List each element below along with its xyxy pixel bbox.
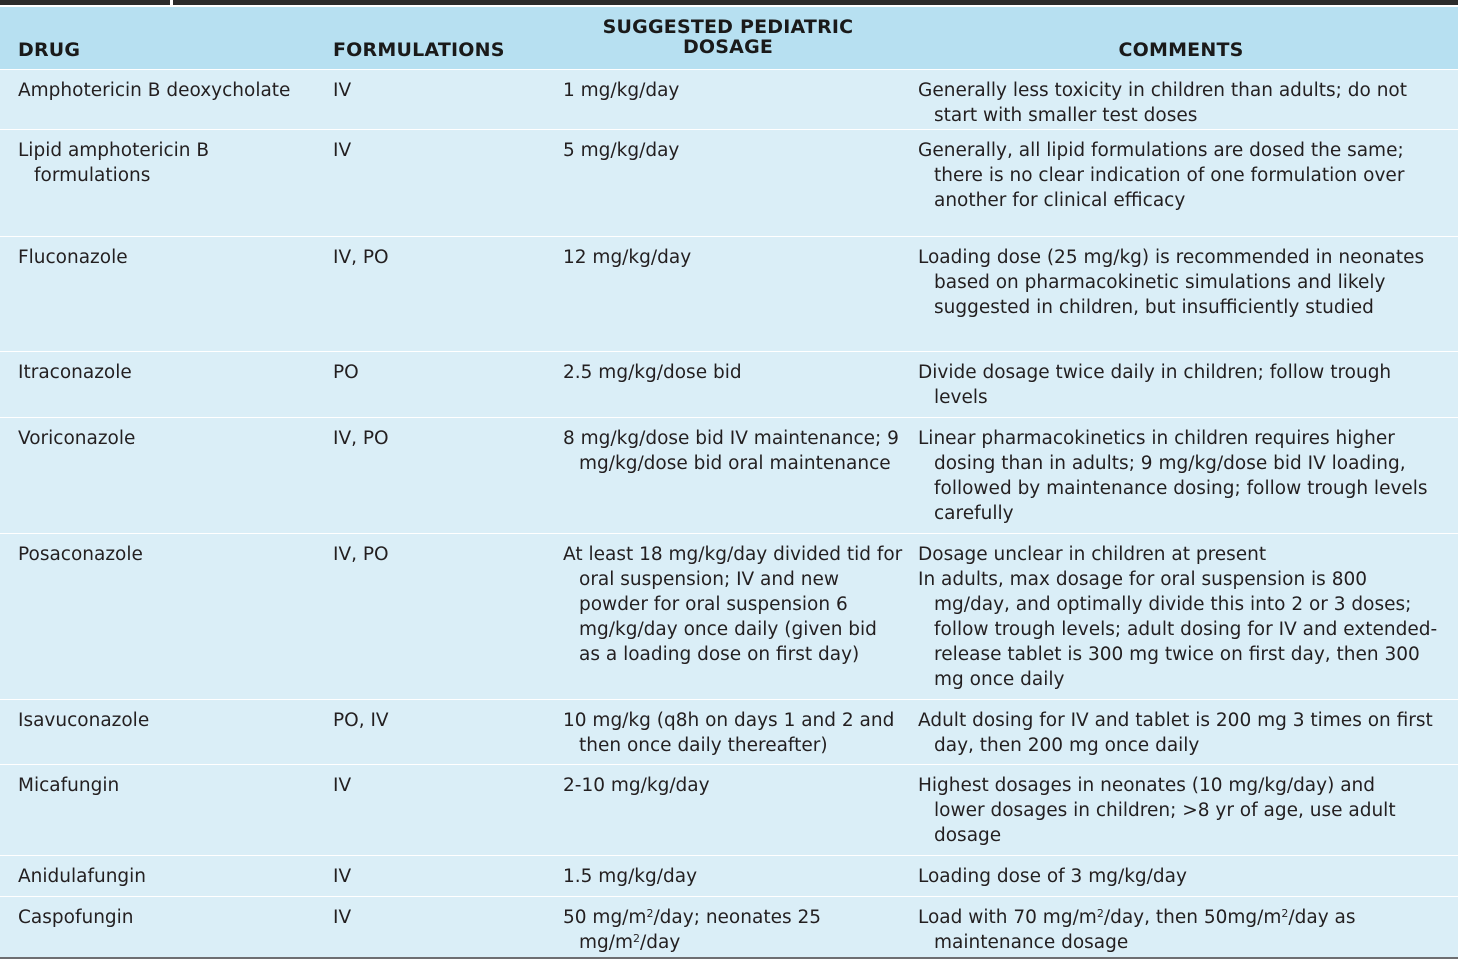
bottom-rule (0, 957, 1458, 959)
cell-dosage: At least 18 mg/kg/day divided tid for oral suspension; IV and new powder for oral suspension 6 mg/kg/day once daily (given bid as a loading dose on first day) (563, 544, 903, 665)
table-row (0, 351, 1458, 418)
comments-superscript-2: 2 (1281, 907, 1289, 920)
cell-comments: Loading dose (25 mg/kg) is recommended in neonates based on pharmacokinetic simulations and likely suggested in children, but insufficiently studied (918, 247, 1425, 318)
table-row (0, 236, 1458, 352)
cell-drug: Amphotericin B deoxycholate (18, 80, 291, 101)
comments-superscript-1: 2 (1096, 907, 1104, 920)
dosage-superscript-2: 2 (633, 932, 641, 945)
table-row (0, 699, 1458, 765)
cell-comments (918, 905, 1418, 955)
header-dosage-line1: SUGGESTED PEDIATRIC (602, 16, 854, 38)
dosage-part-a: 50 mg/m (563, 907, 647, 928)
cell-dosage: 2.5 mg/kg/dose bid (563, 362, 742, 383)
cell-formulations: PO (333, 362, 359, 383)
header-comments: COMMENTS (1118, 39, 1244, 61)
cell-drug: Itraconazole (18, 362, 132, 383)
cell-comments-line1: Dosage unclear in children at present (918, 544, 1267, 565)
cell-dosage: 12 mg/kg/day (563, 247, 692, 268)
header-formulations: FORMULATIONS (333, 39, 505, 61)
cell-comments: Generally less toxicity in children than adults; do not start with smaller test doses (918, 80, 1408, 126)
cell-formulations: IV, PO (333, 428, 389, 449)
cell-dosage (563, 905, 893, 955)
cell-drug: Posaconazole (18, 544, 143, 565)
table-row (0, 764, 1458, 856)
cell-comments (918, 542, 1448, 692)
table-row (0, 69, 1458, 130)
dosage-part-b: /day; neonates 25 mg/m (579, 907, 822, 953)
cell-dosage: 5 mg/kg/day (563, 140, 680, 161)
cell-dosage: 10 mg/kg (q8h on days 1 and 2 and then once daily thereafter) (563, 710, 895, 756)
cell-dosage: 2-10 mg/kg/day (563, 775, 710, 796)
cell-formulations: IV (333, 866, 352, 887)
cell-dosage: 8 mg/kg/dose bid IV maintenance; 9 mg/kg/dose bid oral maintenance (563, 428, 899, 474)
dosage-part-c: /day (640, 932, 681, 953)
cell-drug: Fluconazole (18, 247, 128, 268)
table-row (0, 855, 1458, 897)
cell-formulations: IV (333, 907, 352, 928)
table-row (0, 129, 1458, 237)
dosage-superscript-1: 2 (646, 907, 654, 920)
cell-formulations: IV (333, 140, 352, 161)
cell-drug: Isavuconazole (18, 710, 150, 731)
cell-drug: Anidulafungin (18, 866, 147, 887)
antifungal-dosage-table (0, 7, 1458, 959)
cell-comments: Linear pharmacokinetics in children requires higher dosing than in adults; 9 mg/kg/dose bid IV loading, followed by maintenance dosing; follow trough levels carefully (918, 428, 1428, 524)
comments-part-c: /day as maintenance dosage (934, 907, 1356, 953)
cell-comments: Generally, all lipid formulations are dosed the same; there is no clear indication of one formulation over another for clinical efficacy (918, 140, 1405, 211)
top-border-bar (0, 0, 1458, 5)
cell-formulations: IV (333, 80, 352, 101)
top-border-notch (170, 0, 173, 5)
cell-comments: Divide dosage twice daily in children; follow trough levels (918, 362, 1392, 408)
table-header (0, 7, 1458, 69)
cell-comments: Highest dosages in neonates (10 mg/kg/day) and lower dosages in children; >8 yr of age, use adult dosage (918, 775, 1396, 846)
cell-dosage: 1.5 mg/kg/day (563, 866, 698, 887)
cell-dosage: 1 mg/kg/day (563, 80, 680, 101)
comments-part-a: Load with 70 mg/m (918, 907, 1097, 928)
table-row (0, 896, 1458, 959)
cell-formulations: IV, PO (333, 544, 389, 565)
cell-drug: Voriconazole (18, 428, 136, 449)
table-row (0, 533, 1458, 700)
cell-comments: Loading dose of 3 mg/kg/day (918, 866, 1187, 887)
cell-drug: Lipid amphotericin B formulations (18, 140, 210, 186)
table-row (0, 417, 1458, 534)
header-drug: DRUG (18, 39, 81, 61)
comments-part-b: /day, then 50mg/m (1103, 907, 1282, 928)
cell-formulations: PO, IV (333, 710, 389, 731)
cell-drug: Caspofungin (18, 907, 134, 928)
cell-comments-line2: In adults, max dosage for oral suspension is 800 mg/day, and optimally divide this into 2 or 3 doses; follow trough levels; adult dosing for IV and extended-release tablet is 300 mg twice on first day, then 300 mg once daily (918, 569, 1438, 690)
header-dosage-line2: DOSAGE (682, 36, 774, 58)
cell-formulations: IV, PO (333, 247, 389, 268)
cell-drug: Micafungin (18, 775, 120, 796)
cell-comments: Adult dosing for IV and tablet is 200 mg 3 times on first day, then 200 mg once daily (918, 710, 1433, 756)
header-suggested-pediatric-dosage (563, 17, 893, 57)
cell-formulations: IV (333, 775, 352, 796)
